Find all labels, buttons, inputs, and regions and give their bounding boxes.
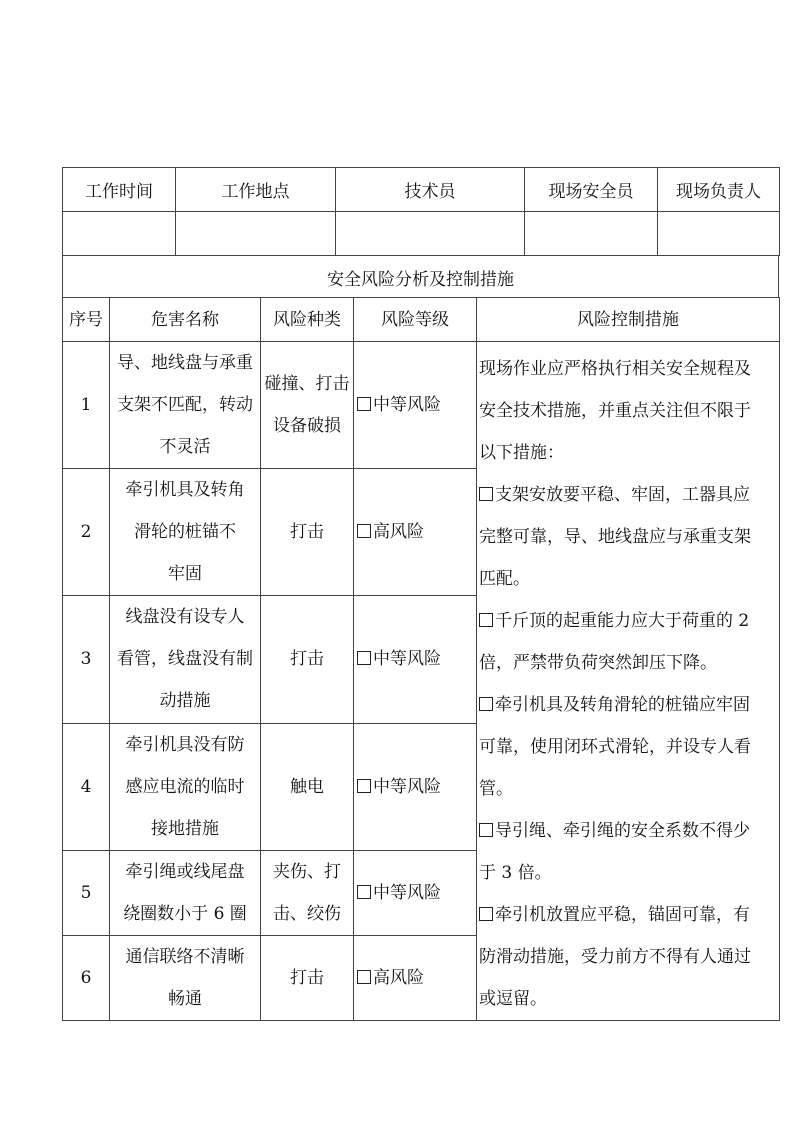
risk-level xyxy=(354,850,477,935)
risk-type: 触电 xyxy=(261,723,354,850)
measure-line: 可靠，使用闭环式滑轮，并设专人看 xyxy=(479,737,751,757)
risk-level xyxy=(354,935,477,1020)
checkbox[interactable] xyxy=(479,823,493,837)
risk-level xyxy=(354,342,477,469)
site-manager-value[interactable] xyxy=(658,212,780,256)
risk-table-header xyxy=(63,298,780,342)
checkbox[interactable] xyxy=(357,524,371,538)
risk-table xyxy=(62,297,779,1018)
checkbox[interactable] xyxy=(357,779,371,793)
hazard-line: 畅通 xyxy=(168,988,202,1009)
measure-item: 牵引机放置应平稳，锚固可靠，有 xyxy=(479,894,777,936)
risk-level-text: 高风险 xyxy=(373,967,424,988)
hazard-name xyxy=(110,342,261,469)
measure-line: 匹配。 xyxy=(479,569,530,589)
hazard-line: 牵引机具没有防 xyxy=(125,734,245,755)
risk-level-text: 高风险 xyxy=(373,522,424,543)
risk-level xyxy=(354,469,477,596)
hazard-line: 导、地线盘与承重 xyxy=(117,353,253,374)
risk-level-text: 中等风险 xyxy=(373,395,441,416)
work-location-label: 工作地点 xyxy=(176,168,336,212)
measure-line: 或逗留。 xyxy=(479,989,547,1009)
work-info-header xyxy=(62,167,779,257)
technician-value[interactable] xyxy=(336,212,525,256)
checkbox[interactable] xyxy=(357,651,371,665)
hazard-line: 绕圈数小于 6 圈 xyxy=(123,903,247,924)
section-title: 安全风险分析及控制措施 xyxy=(62,255,779,298)
hazard-name xyxy=(110,596,261,723)
risk-level-text: 中等风险 xyxy=(373,776,441,797)
hazard-line: 牵引绳或线尾盘 xyxy=(125,861,245,882)
measure-item: 导引绳、牵引绳的安全系数不得少 xyxy=(479,810,777,852)
hazard-name xyxy=(110,935,261,1020)
row-no: 1 xyxy=(63,342,110,469)
risk-type: 打击 xyxy=(261,596,354,723)
safety-officer-value[interactable] xyxy=(525,212,658,256)
safety-form xyxy=(62,167,779,1018)
hazard-line: 感应电流的临时 xyxy=(125,776,245,797)
checkbox[interactable] xyxy=(357,885,371,899)
row-no: 3 xyxy=(63,596,110,723)
table-row xyxy=(63,342,780,469)
risk-type-line: 碰撞、打击 xyxy=(264,374,350,395)
safety-officer-label: 现场安全员 xyxy=(525,168,658,212)
col-risk-level: 风险等级 xyxy=(354,298,477,342)
hazard-name xyxy=(110,723,261,850)
hazard-line: 不灵活 xyxy=(159,437,211,458)
risk-type-line: 设备破损 xyxy=(273,416,341,437)
risk-type-line: 夹伤、打 xyxy=(273,861,341,882)
risk-level xyxy=(354,596,477,723)
work-location-value[interactable] xyxy=(176,212,336,256)
measures-intro-line: 安全技术措施，并重点关注但不限于 xyxy=(479,401,751,421)
measures-intro-line: 现场作业应严格执行相关安全规程及 xyxy=(479,359,751,379)
work-time-label: 工作时间 xyxy=(63,168,176,212)
work-info-labels xyxy=(63,168,780,212)
checkbox[interactable] xyxy=(479,487,493,501)
row-no: 6 xyxy=(63,935,110,1020)
checkbox[interactable] xyxy=(357,970,371,984)
measure-item: 支架安放要平稳、牢固，工器具应 xyxy=(479,474,777,516)
hazard-line: 线盘没有设专人 xyxy=(125,607,245,628)
measure-line: 倍，严禁带负荷突然卸压下降。 xyxy=(479,653,717,673)
hazard-line: 看管，线盘没有制 xyxy=(117,649,253,670)
control-measures xyxy=(477,342,780,1021)
hazard-name xyxy=(110,469,261,596)
measure-line: 完整可靠，导、地线盘应与承重支架 xyxy=(479,527,751,547)
col-hazard: 危害名称 xyxy=(110,298,261,342)
checkbox[interactable] xyxy=(479,613,493,627)
col-control-measures: 风险控制措施 xyxy=(477,298,780,342)
col-risk-type: 风险种类 xyxy=(261,298,354,342)
work-time-value[interactable] xyxy=(63,212,176,256)
row-no: 5 xyxy=(63,850,110,935)
measure-line: 防滑动措施，受力前方不得有人通过 xyxy=(479,947,751,967)
site-manager-label: 现场负责人 xyxy=(658,168,780,212)
measure-item: 牵引机具及转角滑轮的桩锚应牢固 xyxy=(479,684,777,726)
risk-type: 打击 xyxy=(261,935,354,1020)
row-no: 2 xyxy=(63,469,110,596)
hazard-line: 牢固 xyxy=(168,564,202,585)
technician-label: 技术员 xyxy=(336,168,525,212)
risk-level-text: 中等风险 xyxy=(373,882,441,903)
checkbox[interactable] xyxy=(357,397,371,411)
risk-level xyxy=(354,723,477,850)
measures-intro-line: 以下措施： xyxy=(479,443,564,463)
measure-line: 于 3 倍。 xyxy=(479,863,552,883)
row-no: 4 xyxy=(63,723,110,850)
hazard-line: 支架不匹配，转动 xyxy=(117,395,253,416)
risk-level-text: 中等风险 xyxy=(373,649,441,670)
hazard-line: 动措施 xyxy=(159,691,211,712)
work-info-values xyxy=(63,212,780,256)
hazard-line: 滑轮的桩锚不 xyxy=(134,522,236,543)
risk-type-line: 击、绞伤 xyxy=(273,903,341,924)
checkbox[interactable] xyxy=(479,907,493,921)
checkbox[interactable] xyxy=(479,697,493,711)
risk-type xyxy=(261,342,354,469)
col-no: 序号 xyxy=(63,298,110,342)
hazard-line: 接地措施 xyxy=(151,818,219,839)
measure-item: 千斤顶的起重能力应大于荷重的 2 xyxy=(479,600,777,642)
risk-type xyxy=(261,850,354,935)
measure-line: 管。 xyxy=(479,779,513,799)
risk-type: 打击 xyxy=(261,469,354,596)
hazard-line: 通信联络不清晰 xyxy=(125,946,245,967)
hazard-line: 牵引机具及转角 xyxy=(125,480,245,501)
hazard-name xyxy=(110,850,261,935)
